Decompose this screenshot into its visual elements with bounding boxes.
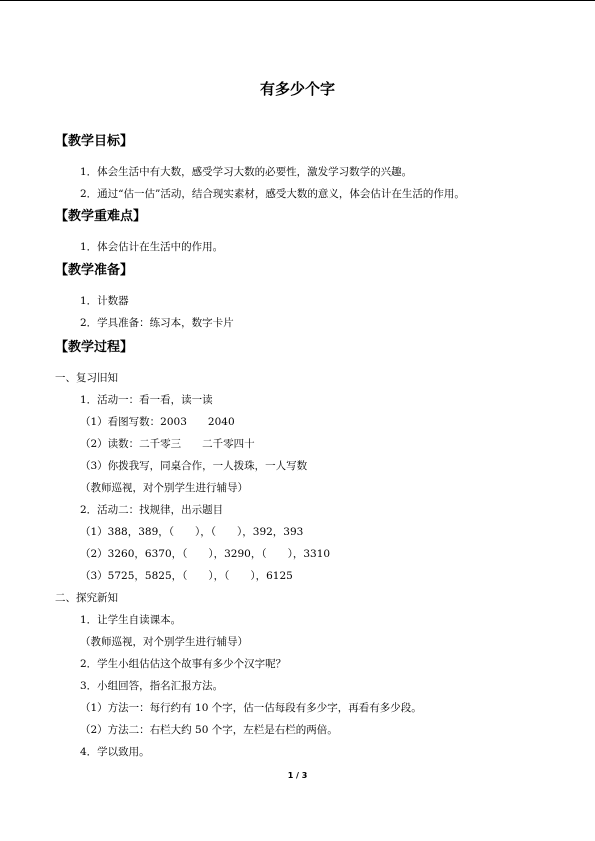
page-number: 1 / 3 <box>287 771 308 780</box>
process-line: （3）5725，5825，（ ），（ ），6125 <box>80 570 293 582</box>
process-line: （2）读数：二千零三 二千零四十 <box>80 438 255 450</box>
process-line: 3．小组回答，指名汇报方法。 <box>80 680 224 692</box>
process-line: 1．让学生自读课本。 <box>80 614 182 626</box>
heading-preparation: 【教学准备】 <box>55 263 134 278</box>
process-line: （教师巡视，对个别学生进行辅导） <box>80 482 248 494</box>
document-title: 有多少个字 <box>259 80 335 98</box>
process-line: 2．学生小组估估这个故事有多少个汉字呢？ <box>80 658 287 670</box>
heading-key-points: 【教学重难点】 <box>55 209 147 224</box>
top-rule <box>0 0 595 1</box>
process-line: （教师巡视，对个别学生进行辅导） <box>80 636 248 648</box>
process-line: （2）3260，6370，（ ），3290，（ ），3310 <box>80 548 331 560</box>
prep-item-2: 2．学具准备：练习本，数字卡片 <box>80 317 234 329</box>
process-line: （2）方法二：右栏大约 50 个字，左栏是右栏的两倍。 <box>80 724 338 736</box>
goal-item-1: 1．体会生活中有大数，感受学习大数的必要性，激发学习数学的兴趣。 <box>80 166 413 178</box>
process-line: 4．学以致用。 <box>80 746 150 758</box>
process-line: （1）388，389，（ ），（ ），392，393 <box>80 526 304 538</box>
process-line: （1）方法一：每行约有 10 个字，估一估每段有多少字，再看有多少段。 <box>80 702 422 714</box>
key-point-item-1: 1．体会估计在生活中的作用。 <box>80 241 224 253</box>
process-line: 2．活动二：找规律，出示题目 <box>80 504 224 516</box>
heading-process: 【教学过程】 <box>55 340 134 355</box>
process-line: （1）看图写数：2003 2040 <box>80 416 235 428</box>
process-section-explore: 二、探究新知 <box>55 592 118 604</box>
process-line: 1．活动一：看一看，读一读 <box>80 394 213 406</box>
prep-item-1: 1．计数器 <box>80 295 129 307</box>
process-section-review: 一、复习旧知 <box>55 372 118 384</box>
heading-teaching-goals: 【教学目标】 <box>55 134 134 149</box>
goal-item-2: 2．通过“估一估”活动，结合现实素材，感受大数的意义，体会估计在生活的作用。 <box>80 188 465 200</box>
process-line: （3）你拨我写，同桌合作，一人拨珠，一人写数 <box>80 460 308 472</box>
